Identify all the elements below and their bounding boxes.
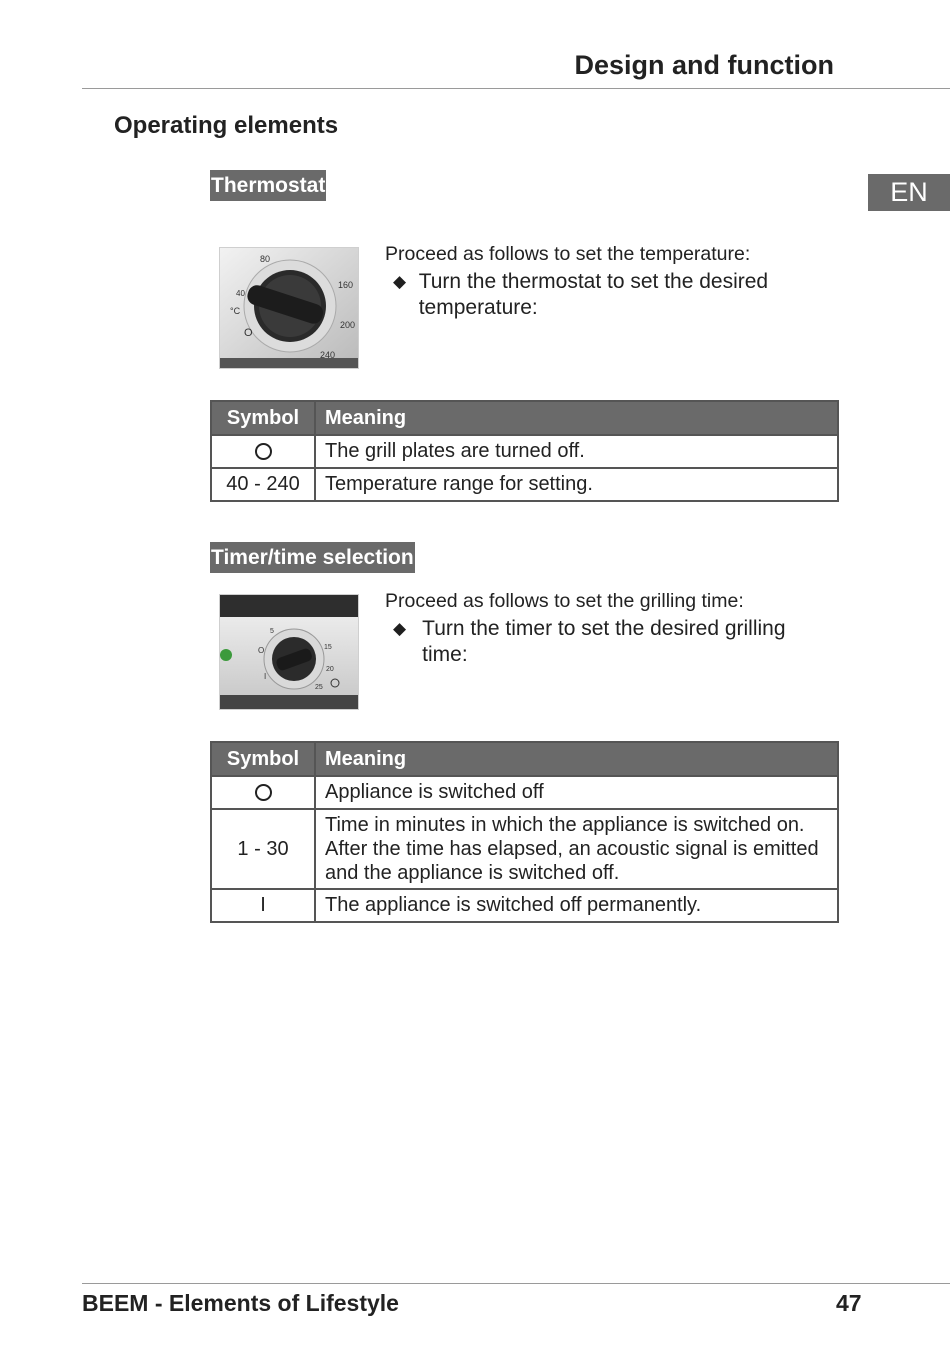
page-number: 47 (836, 1290, 862, 1316)
table-header-row (211, 401, 838, 435)
footer-divider (82, 1283, 950, 1284)
timer-intro: Proceed as follows to set the grilling time: (385, 590, 744, 612)
timer-symbol-table (210, 741, 839, 923)
language-badge: EN (868, 174, 950, 211)
dial-label: 40 (236, 289, 245, 298)
thermostat-intro: Proceed as follows to set the temperature: (385, 243, 751, 265)
dial-label: 20 (326, 666, 334, 673)
timer-instructions (385, 590, 825, 668)
thermostat-instructions (385, 243, 825, 321)
meaning-cell: Appliance is switched off (315, 776, 838, 809)
dial-label: 80 (260, 254, 271, 264)
meaning-cell: The grill plates are turned off. (315, 435, 838, 468)
dial-label: °C (230, 306, 241, 316)
column-header-meaning: Meaning (315, 401, 838, 435)
timer-bullet-text: Turn the timer to set the desired grilling time: (422, 617, 786, 666)
thermostat-bullet-text: Turn the thermostat to set the desired temperature: (418, 270, 769, 319)
table-row (211, 435, 838, 468)
table-header-row (211, 742, 838, 776)
meaning-cell: The appliance is switched off permanently. (315, 889, 838, 922)
footer-brand: BEEM - Elements of Lifestyle (82, 1290, 399, 1316)
timer-heading: Timer/time selection (210, 542, 415, 573)
dial-label: 160 (338, 280, 354, 290)
table-row (211, 468, 838, 501)
dial-label: 15 (324, 644, 332, 651)
header-divider (82, 88, 950, 89)
dial-label: 200 (340, 320, 356, 330)
timer-photo (219, 594, 359, 710)
off-circle-icon (255, 443, 272, 460)
symbol-cell: 1 - 30 (211, 809, 315, 889)
meaning-cell: Temperature range for setting. (315, 468, 838, 501)
dial-label: O (244, 327, 253, 339)
symbol-cell (211, 776, 315, 809)
off-circle-icon (255, 784, 272, 801)
thermostat-photo (219, 247, 359, 369)
thermostat-heading: Thermostat (210, 170, 326, 201)
diamond-bullet-icon: ◆ (393, 272, 407, 291)
dial-label: I (264, 672, 267, 681)
column-header-symbol: Symbol (211, 401, 315, 435)
thermostat-symbol-table (210, 400, 839, 502)
meaning-cell: Time in minutes in which the appliance is switched on. After the time has elapsed, an acoustic signal is emitted and the appliance is switched off. (315, 809, 838, 889)
symbol-cell: I (211, 889, 315, 922)
column-header-meaning: Meaning (315, 742, 838, 776)
page-header-title: Design and function (574, 50, 834, 80)
dial-label: 240 (320, 350, 336, 360)
column-header-symbol: Symbol (211, 742, 315, 776)
table-row (211, 776, 838, 809)
symbol-cell (211, 435, 315, 468)
dial-label: 25 (315, 684, 323, 691)
dial-label: 5 (270, 628, 274, 635)
table-row (211, 889, 838, 922)
dial-label: O (258, 646, 265, 655)
section-title: Operating elements (114, 112, 339, 139)
symbol-cell: 40 - 240 (211, 468, 315, 501)
diamond-bullet-icon: ◆ (393, 619, 407, 638)
table-row (211, 809, 838, 889)
